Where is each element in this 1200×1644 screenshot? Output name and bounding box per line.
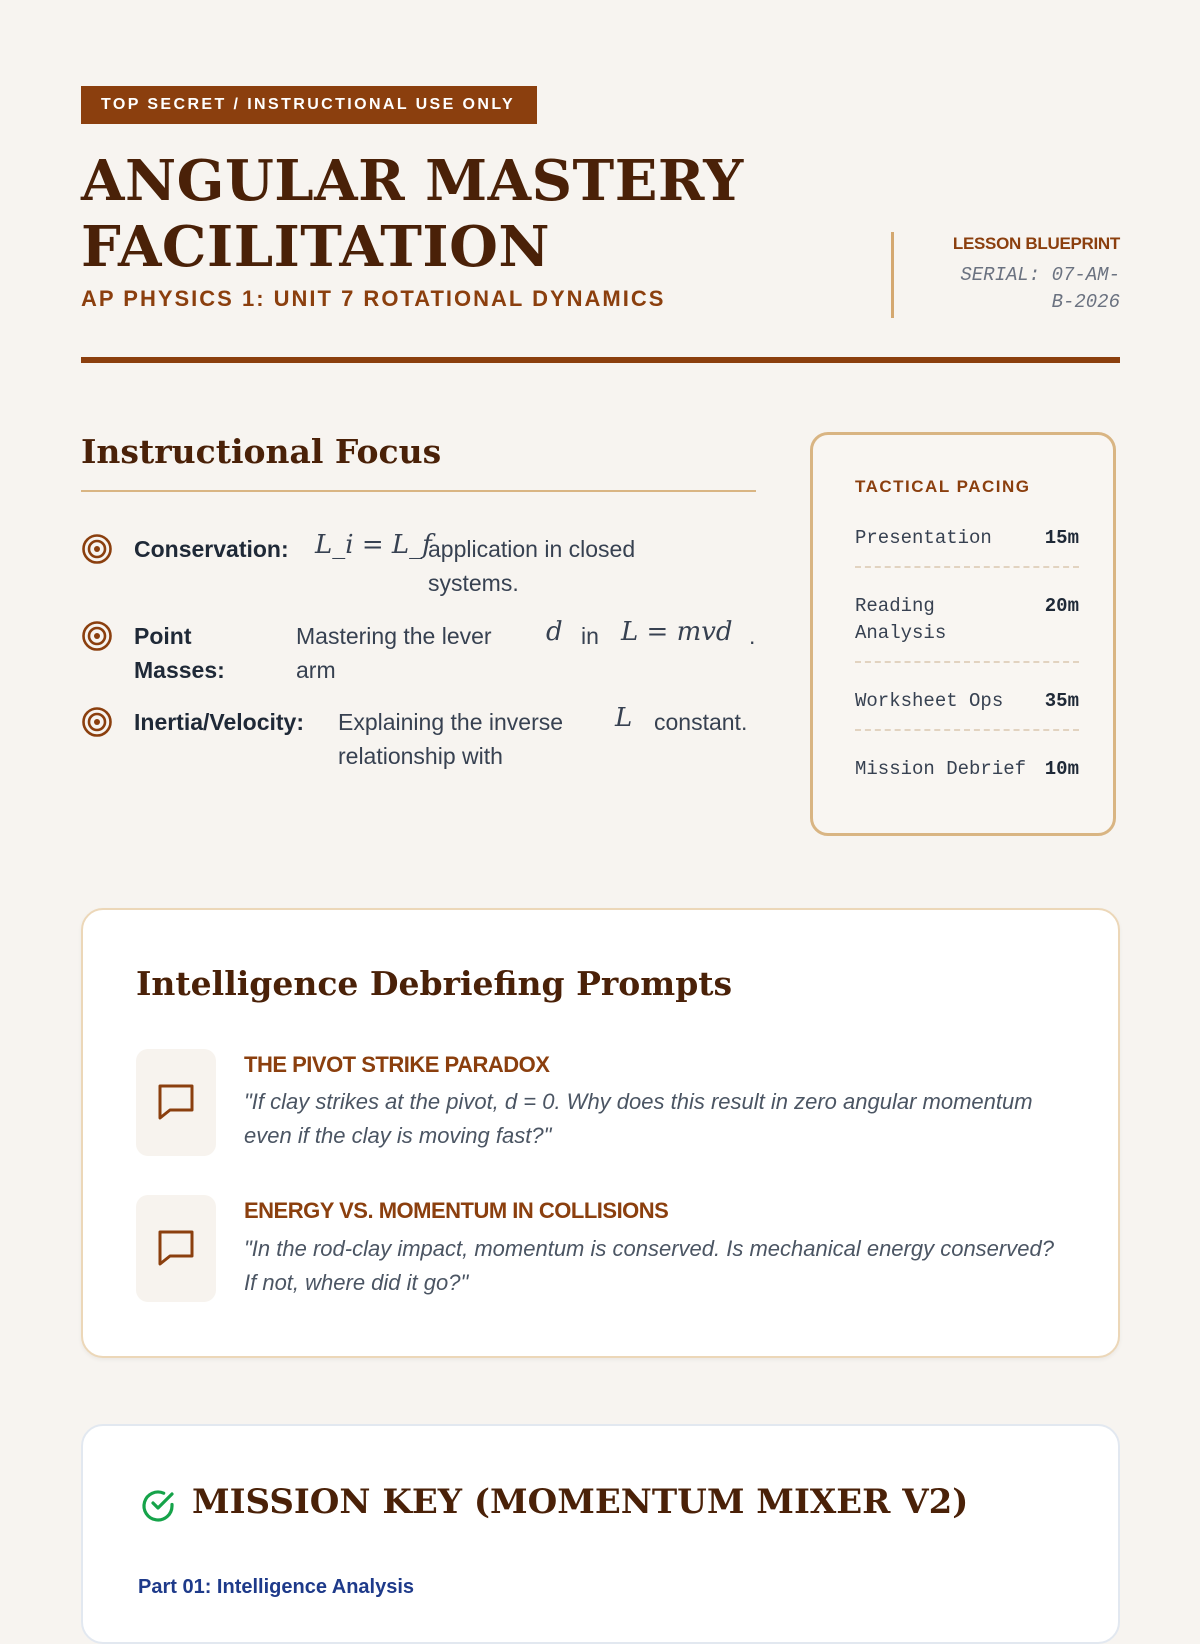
pacing-title: TACTICAL PACING <box>855 477 1031 496</box>
chat-bubble-icon <box>156 1228 196 1268</box>
focus-item-text: application in closed systems. <box>428 536 636 596</box>
pacing-divider <box>855 566 1079 568</box>
header-rule <box>81 357 1120 363</box>
prompt-body: "In the rod-clay impact, momentum is conserved. Is mechanical energy conserved? If not, where did it go?" <box>244 1236 1054 1295</box>
prompt-heading: THE PIVOT STRIKE PARADOX <box>244 1052 550 1077</box>
pacing-row <box>855 593 1079 647</box>
part-label: Part 01: Intelligence Analysis <box>138 1576 415 1598</box>
pacing-row-label: Presentation <box>855 527 992 549</box>
check-circle-icon <box>138 1486 178 1526</box>
header-divider <box>891 232 894 318</box>
pacing-row-label: Reading Analysis <box>855 595 947 644</box>
pacing-divider <box>855 661 1079 663</box>
prompt-icon-tile <box>136 1049 216 1156</box>
pacing-row-duration: 35m <box>1044 690 1079 712</box>
mission-key-card <box>81 1424 1120 1644</box>
classification-badge: TOP SECRET / INSTRUCTIONAL USE ONLY <box>81 86 537 124</box>
pacing-row <box>855 525 1079 552</box>
mission-key-title: MISSION KEY (MOMENTUM MIXER V2) <box>192 1482 969 1522</box>
focus-item-math: L_i = L_f <box>315 530 432 560</box>
pacing-row-duration: 15m <box>1044 527 1079 549</box>
focus-divider <box>81 490 756 492</box>
target-icon <box>81 620 113 652</box>
focus-item-inertia-velocity <box>81 703 757 773</box>
chat-bubble-icon <box>156 1082 196 1122</box>
pacing-card <box>810 432 1116 836</box>
focus-item-text: Explaining the inverse relationship with <box>338 709 564 769</box>
focus-item-text: in <box>581 623 599 649</box>
prompts-card <box>81 908 1120 1358</box>
prompt-icon-tile <box>136 1195 216 1302</box>
focus-item-text: constant. <box>654 709 748 735</box>
focus-item-point-masses <box>81 617 757 687</box>
target-icon <box>81 533 113 565</box>
focus-item-label: Point Masses: <box>134 623 225 683</box>
pacing-row-label: Worksheet Ops <box>855 690 1004 712</box>
prompt-body: "If clay strikes at the pivot, d = 0. Why does this result in zero angular momentum even if the clay is moving fast?" <box>244 1089 1033 1148</box>
page-subtitle: AP PHYSICS 1: UNIT 7 ROTATIONAL DYNAMICS <box>81 286 666 311</box>
pacing-row <box>855 688 1079 715</box>
pacing-row-duration: 10m <box>1044 758 1079 780</box>
pacing-row <box>855 756 1079 783</box>
focus-title: Instructional Focus <box>81 432 442 471</box>
focus-item-text: . <box>749 623 756 649</box>
prompt-heading: ENERGY VS. MOMENTUM IN COLLISIONS <box>244 1198 669 1223</box>
focus-item-math: L = mvd <box>621 617 733 647</box>
prompts-title: Intelligence Debriefing Prompts <box>136 964 733 1003</box>
focus-item-label: Inertia/Velocity: <box>134 709 305 735</box>
serial-number: SERIAL: 07-AM-B-2026 <box>960 264 1120 313</box>
focus-item-math: L <box>615 703 633 733</box>
focus-item-math: d <box>546 617 563 647</box>
focus-item-label: Conservation: <box>134 536 289 562</box>
pacing-row-duration: 20m <box>1044 595 1079 617</box>
blueprint-label: LESSON BLUEPRINT <box>952 234 1120 253</box>
target-icon <box>81 706 113 738</box>
pacing-row-label: Mission Debrief <box>855 758 1027 780</box>
page-title: ANGULAR MASTERY FACILITATION <box>81 148 744 280</box>
focus-item-conservation <box>81 530 757 600</box>
pacing-divider <box>855 729 1079 731</box>
focus-item-text: Mastering the lever arm <box>296 623 492 683</box>
